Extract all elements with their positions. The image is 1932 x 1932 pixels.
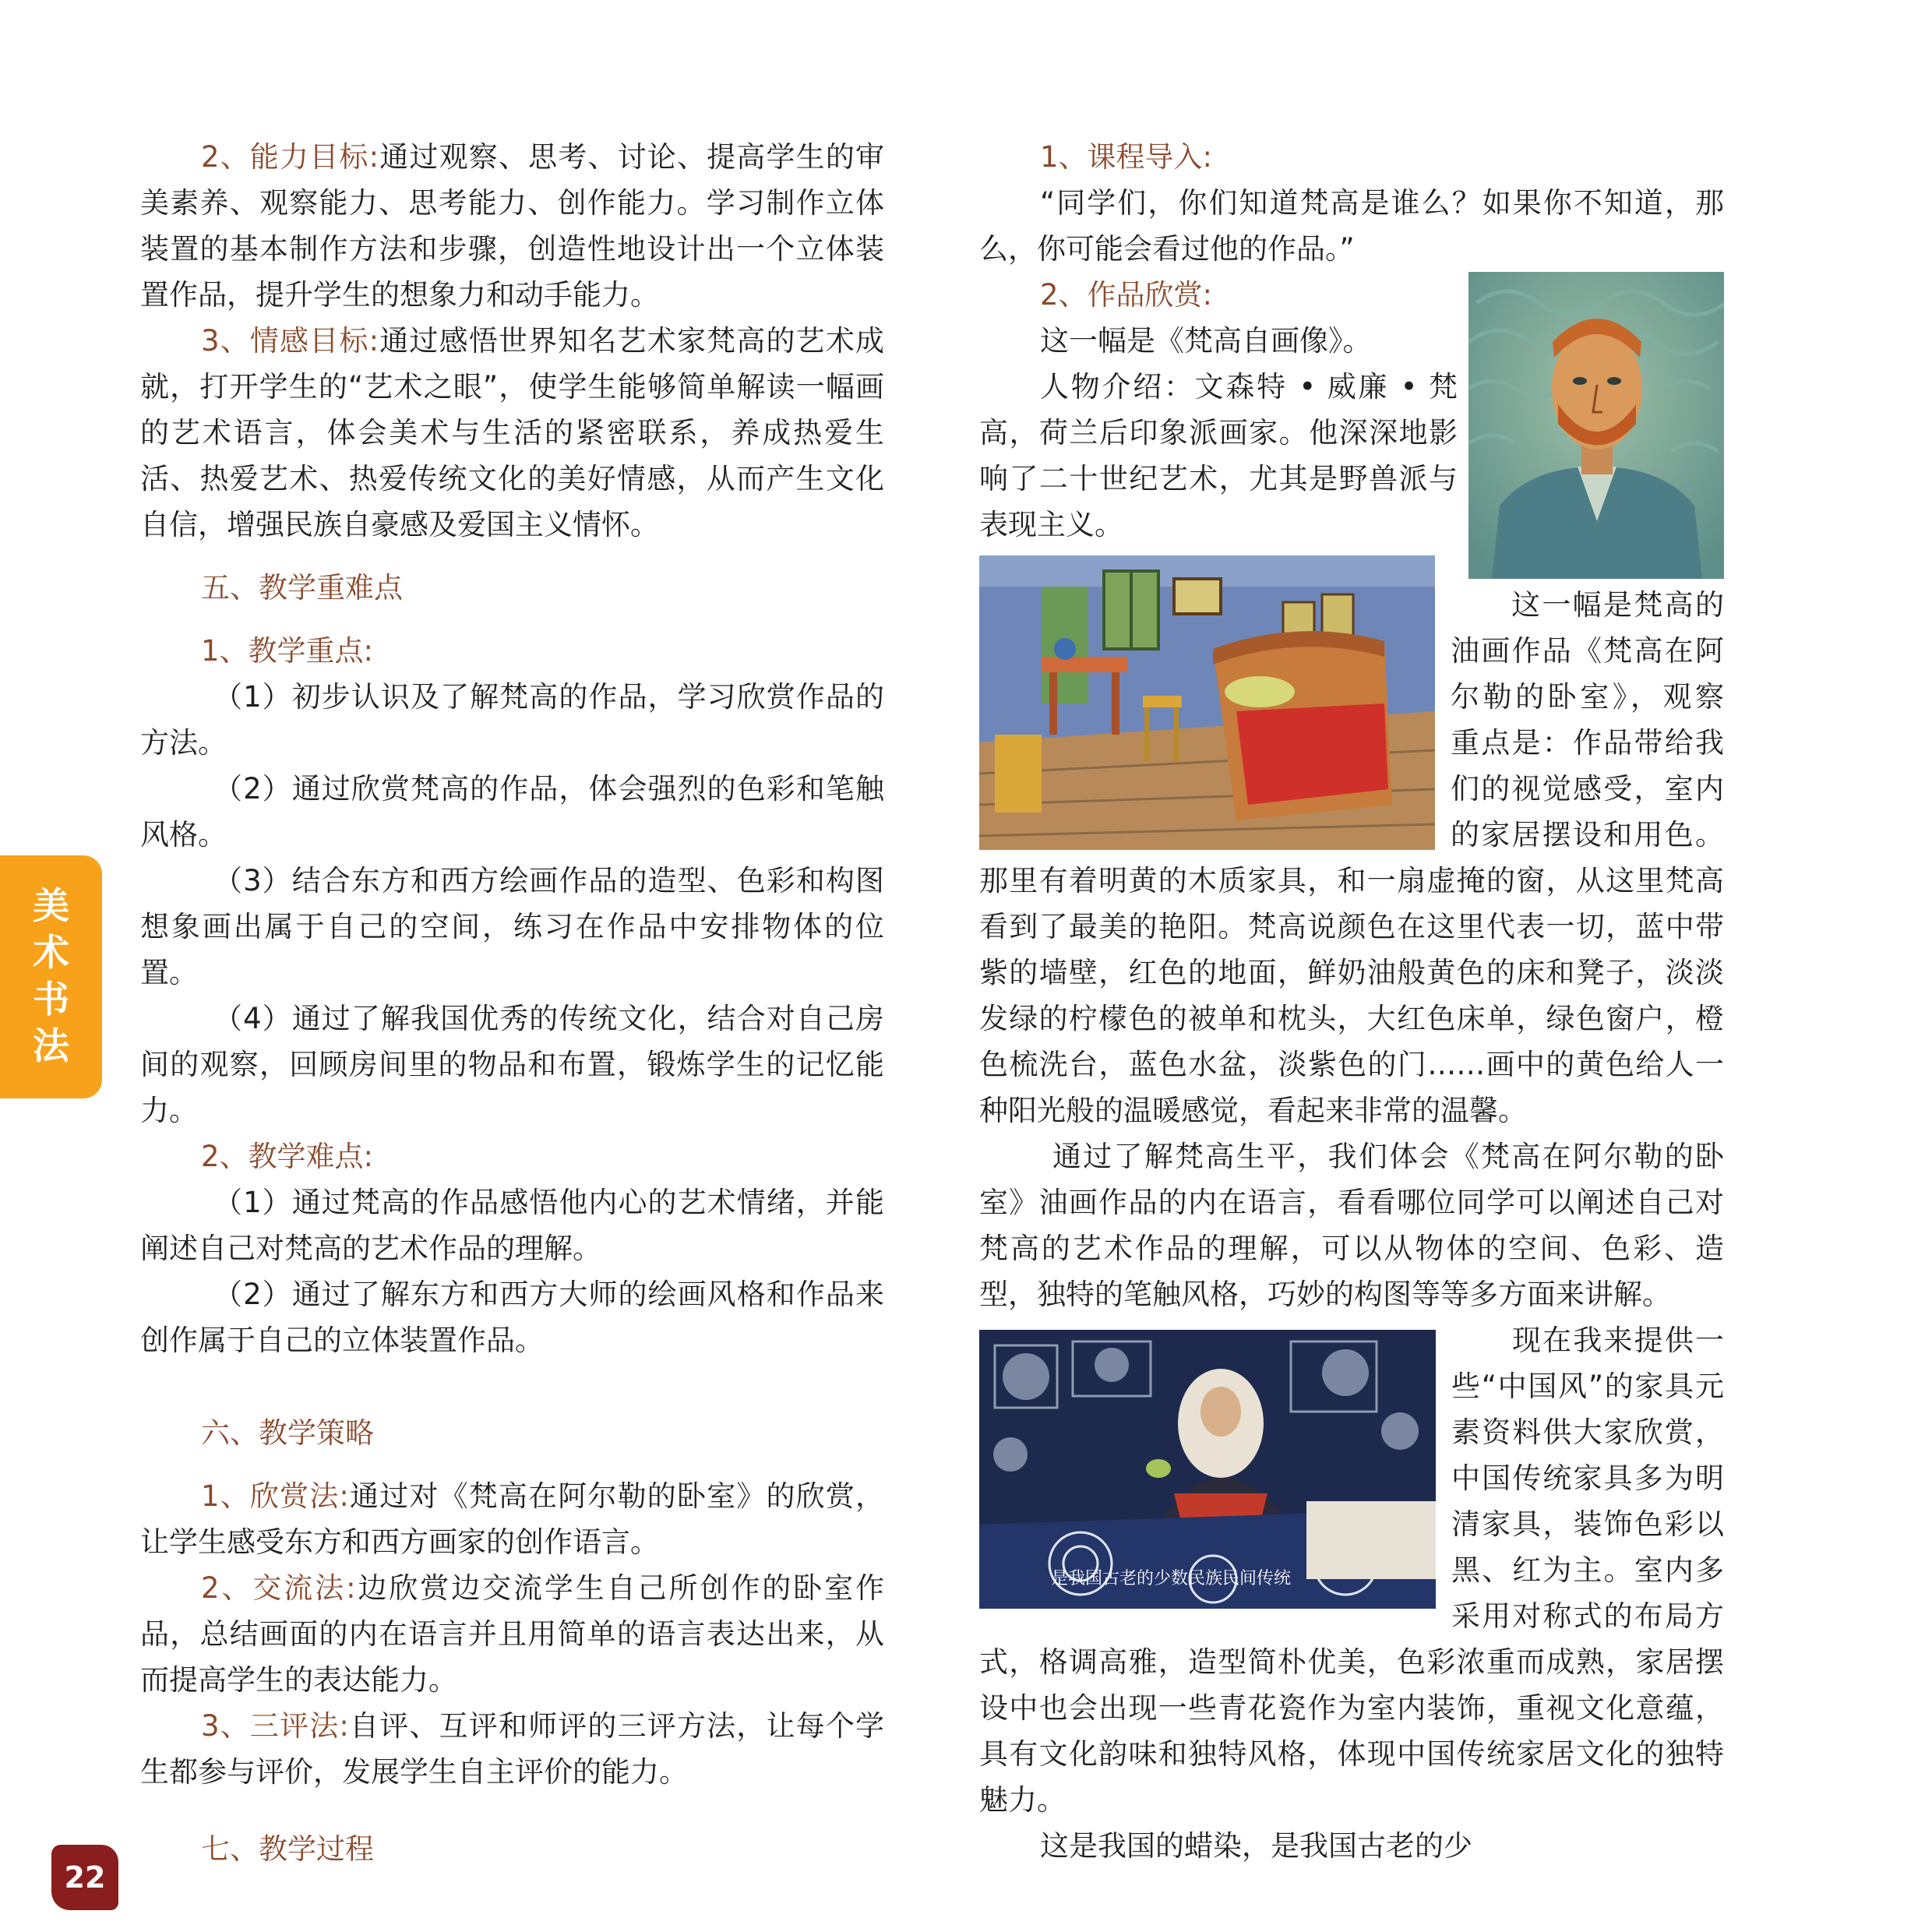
page-number: 22 [51, 1845, 118, 1910]
artist-introduction: 人物介绍：文森特 • 威廉 • 梵高，荷兰后印象派画家。他深深地影响了二十世纪艺术，尤其是野兽派与表现主义。 [979, 370, 1458, 541]
ability-goal-paragraph [140, 134, 884, 318]
strategy-appreciation-text: 通过对《梵高在阿尔勒的卧室》的欣赏，让学生感受东方和西方画家的创作语言。 [140, 1479, 884, 1559]
side-tab-char-2: 术 [33, 932, 69, 975]
emotion-goal-label: 3、情感目标: [201, 324, 379, 358]
emotion-goal-text: 通过感悟世界知名艺术家梵高的艺术成就，打开学生的“艺术之眼”，使学生能够简单解读一幅画的艺术语言，体会美术与生活的紧密联系，养成热爱生活、热爱艺术、热爱传统文化的美好情感，从而产生文化自信，增强民族自豪感及爱国主义情怀。 [140, 324, 884, 541]
key-point-4: （4）通过了解我国优秀的传统文化，结合对自己房间的观察，回顾房间里的物品和布置，锻炼学生的记忆能力。 [140, 1002, 884, 1127]
section-heading-process: 七、教学过程 [201, 1832, 374, 1866]
batik-paragraph: 这是我国的蜡染，是我国古老的少 [1040, 1829, 1472, 1863]
key-point-2: （2）通过欣赏梵高的作品，体会强烈的色彩和笔触风格。 [140, 772, 884, 851]
strategy-evaluation-label: 3、三评法: [201, 1709, 349, 1743]
ability-goal-label: 2、能力目标: [201, 140, 379, 174]
course-intro-quote: “同学们，你们知道梵高是谁么？如果你不知道，那么，你可能会看过他的作品。” [979, 186, 1724, 266]
section-heading-key-points: 五、教学重难点 [201, 571, 403, 605]
ability-goal-text: 通过观察、思考、讨论、提高学生的审美素养、观察能力、思考能力、创作能力。学习制作立体装置的基本制作方法和步骤，创造性地设计出一个立体装置作品，提升学生的想象力和动手能力。 [140, 140, 884, 312]
section-heading-strategy: 六、教学策略 [201, 1416, 374, 1450]
bedroom-description [979, 548, 1724, 1133]
understanding-paragraph: 通过了解梵高生平，我们体会《梵高在阿尔勒的卧室》油画作品的内在语言，看看哪位同学可以阐述自己对梵高的艺术作品的理解，可以从物体的空间、色彩、造型，独特的笔触风格，巧妙的构图等等多方面来讲解。 [979, 1140, 1724, 1311]
subheading-artwork-appreciation: 2、作品欣赏: [1040, 278, 1213, 312]
strategy-communication-text: 边欣赏边交流学生自己所创作的卧室作品，总结画面的内在语言并且用简单的语言表达出来，从而提高学生的表达能力。 [140, 1571, 885, 1697]
subheading-course-intro: 1、课程导入: [1040, 140, 1213, 174]
bedroom-description-text: 这一幅是梵高的油画作品《梵高在阿尔勒的卧室》，观察重点是：作品带给我们的视觉感受，室内的家居摆设和用色。那里有着明黄的木质家具，和一扇虚掩的窗，从这里梵高看到了最美的艳阳。梵高说颜色在这里代表一切，蓝中带紫的墙壁，红色的地面，鲜奶油般黄色的床和凳子，淡淡发绿的柠檬色的被单和枕头，大红色床单，绿色窗户，橙色梳洗台，蓝色水盆，淡紫色的门……画中的黄色给人一种阳光般的温暖感觉，看起来非常的温馨。 [979, 588, 1724, 1127]
subheading-difficult-points: 2、教学难点: [201, 1140, 374, 1173]
video-caption: 是我国古老的少数民族民间传统 [1050, 1568, 1292, 1588]
self-portrait-intro: 这一幅是《梵高自画像》。 [1040, 324, 1372, 358]
section-side-tab [0, 855, 102, 1098]
side-tab-char-1: 美 [33, 885, 69, 928]
difficult-point-1: （1）通过梵高的作品感悟他内心的艺术情绪，并能阐述自己对梵高的艺术作品的理解。 [140, 1186, 884, 1265]
right-column [979, 134, 1724, 1869]
side-tab-char-4: 法 [33, 1025, 69, 1068]
chinese-style-paragraph [979, 1317, 1724, 1823]
chinese-style-text: 现在我来提供一些“中国风”的家具元素资料供大家欣赏，中国传统家具多为明清家具，装饰色彩以黑、红为主。室内多采用对称式的布局方式，格调高雅，造型简朴优美，色彩浓重而成熟，家居摆设中也会出现一些青花瓷作为室内装饰，重视文化意蕴，具有文化韵味和独特风格，体现中国传统家居文化的独特魅力。 [979, 1324, 1724, 1817]
side-tab-char-3: 书 [33, 978, 69, 1021]
key-point-3: （3）结合东方和西方绘画作品的造型、色彩和构图想象画出属于自己的空间，练习在作品中安排物体的位置。 [140, 864, 884, 989]
difficult-point-2: （2）通过了解东方和西方大师的绘画风格和作品来创作属于自己的立体装置作品。 [140, 1278, 884, 1357]
strategy-evaluation [140, 1703, 884, 1795]
strategy-appreciation-label: 1、欣赏法: [201, 1479, 349, 1513]
emotion-goal-paragraph [140, 318, 884, 548]
batik-video-still-image [979, 1330, 1436, 1609]
strategy-appreciation [140, 1473, 884, 1565]
bedroom-in-arles-painting-image [979, 555, 1435, 850]
van-gogh-self-portrait-image [1468, 272, 1724, 579]
left-column [140, 134, 884, 1872]
key-point-1: （1）初步认识及了解梵高的作品，学习欣赏作品的方法。 [140, 680, 884, 760]
strategy-communication [140, 1565, 884, 1703]
subheading-key-points: 1、教学重点: [201, 634, 374, 668]
strategy-evaluation-text: 自评、互评和师评的三评方法，让每个学生都参与评价，发展学生自主评价的能力。 [140, 1709, 884, 1789]
strategy-communication-label: 2、交流法: [201, 1571, 356, 1605]
